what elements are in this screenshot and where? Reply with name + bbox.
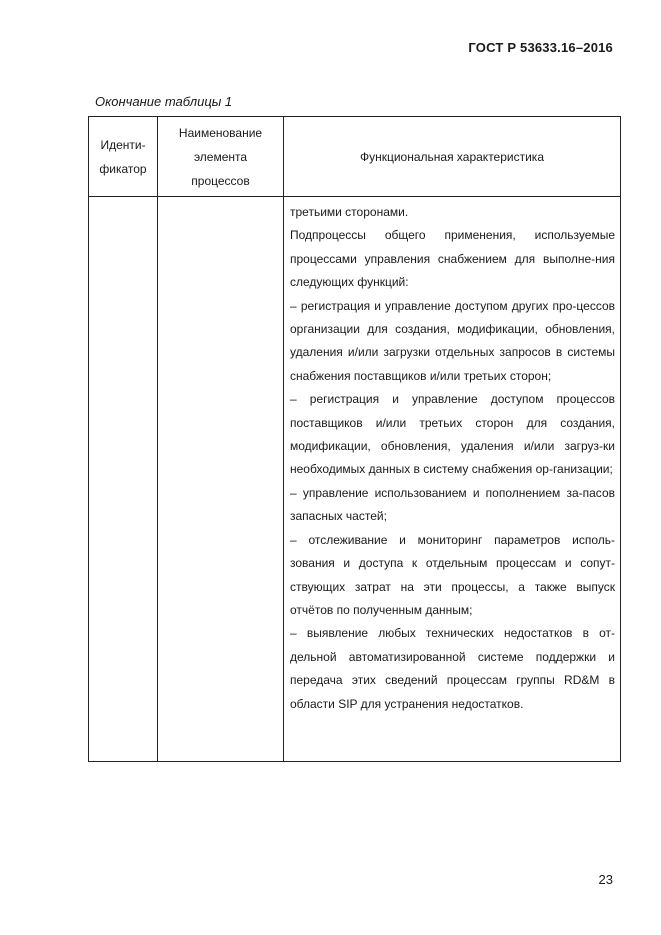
header-row-divider	[89, 196, 620, 197]
column-header-functional-characteristic: Функциональная характеристика	[359, 149, 544, 164]
column-header-identifier: Иденти- фикатор	[99, 137, 147, 176]
list-item: – выявление любых технических недостатков в от-дельной автоматизированной системе поддержки и передача этих сведений процессам группы RD&M в области SIP для устранения недостатков.	[290, 626, 615, 711]
list-item: – отслеживание и мониторинг параметров исполь-зования и доступа к отдельным процессам и сопут-ствующих затрат на эти процессы, а также выпуск отчётов по полученным данным;	[290, 532, 615, 617]
list-item: – регистрация и управление доступом других про-цессов организации для создания, модификации, обновления, удаления и/или загрузки отдельных запросов в системы снабжения поставщиков и/или третьих сторон;	[290, 298, 615, 383]
page-number: 23	[598, 872, 613, 887]
column-divider	[157, 117, 158, 761]
list-item: – управление использованием и пополнением за-пасов запасных частей;	[290, 485, 615, 524]
column-header-element-name: Наименование элемента процессов	[178, 125, 263, 188]
column-divider	[283, 117, 284, 761]
functional-characteristic-cell	[290, 201, 615, 716]
standard-code: ГОСТ Р 53633.16–2016	[468, 40, 613, 55]
paragraph: Подпроцессы общего применения, используемые процессами управления снабжением для выполне-ния следующих функций:	[290, 228, 615, 290]
table-1-continuation	[88, 116, 621, 762]
table-caption: Окончание таблицы 1	[95, 94, 233, 109]
paragraph: третьими сторонами.	[290, 205, 409, 219]
list-item: – регистрация и управление доступом процессов поставщиков и/или третьих сторон для создания, модификации, обновления, удаления и/или загруз-ки необходимых данных в систему снабжения ор-ганизации;	[290, 392, 615, 477]
